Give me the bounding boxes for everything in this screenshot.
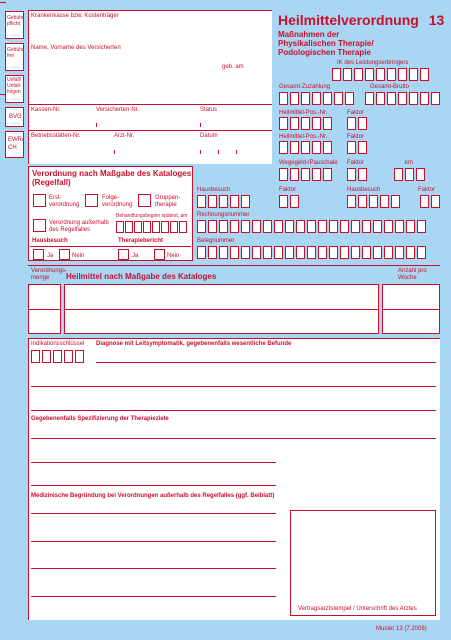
anzahl-pro-woche-label: Anzahl pro Woche xyxy=(398,268,427,281)
hausbesuch-label: Hausbesuch xyxy=(32,238,68,244)
faktor-5-cells[interactable] xyxy=(420,195,440,208)
therapiebericht-nein-label: Nein xyxy=(167,253,180,259)
header-left-line xyxy=(28,10,29,164)
checkbox-erstverordnung[interactable] xyxy=(33,194,46,207)
therapieziele-line-1[interactable] xyxy=(31,438,436,439)
hausbesuch-ja-label: Ja xyxy=(47,253,54,259)
faktor-3-cells[interactable] xyxy=(347,168,367,181)
form-subtitle-3: Podologischen Therapie xyxy=(278,48,371,57)
belegnummer-label: Belegnummer xyxy=(197,238,235,244)
begruendung-label: Medizinische Begründung bei Verordnungen außerhalb des Regelfalles (ggf. Beiblatt) xyxy=(31,493,275,499)
kassen-row-line xyxy=(28,104,272,105)
diagnose-line-1[interactable] xyxy=(96,362,436,363)
indikationsschluessel-label: Indikationsschlüssel xyxy=(31,341,85,347)
name-label: Name, Vorname des Versicherten xyxy=(31,45,121,51)
ik-label: IK des Leistungserbringers xyxy=(337,60,409,66)
heilmittel-pos-1-label: Heilmittel-Pos.-Nr. xyxy=(279,110,328,116)
faktor-5-label: Faktor xyxy=(418,187,436,193)
faktor-4-cells[interactable] xyxy=(279,195,299,208)
gesamt-brutto-cells[interactable] xyxy=(365,92,440,105)
checkbox-hausbesuch-ja[interactable] xyxy=(33,249,44,260)
checkbox-unfall[interactable] xyxy=(5,75,24,103)
registration-mark xyxy=(0,2,6,3)
checkbox-bvg[interactable] xyxy=(5,107,24,127)
begruendung-line-2[interactable] xyxy=(31,541,276,542)
rechnungsnummer-cells[interactable] xyxy=(197,220,426,233)
bvg-label: BVG xyxy=(9,114,22,120)
diagnose-line-2[interactable] xyxy=(31,386,436,387)
krankenkasse-label: Krankenkasse bzw. Kostenträger xyxy=(31,13,119,19)
faktor-1-cells[interactable] xyxy=(347,117,367,130)
erstverordnung-label: Erst- verordnung xyxy=(49,195,80,208)
heilmittel-pos-2-label: Heilmittel-Pos.-Nr. xyxy=(279,134,328,140)
checkbox-folgeverordnung[interactable] xyxy=(85,194,98,207)
diagnose-top-line xyxy=(28,338,440,339)
patient-header-panel xyxy=(28,10,272,164)
faktor-3-label: Faktor xyxy=(347,160,365,166)
faktor-4-label: Faktor xyxy=(279,187,297,193)
gesamt-zuzahlung-cells[interactable] xyxy=(279,92,354,105)
hausbesuch-mid-cells[interactable] xyxy=(197,195,250,208)
checkbox-therapiebericht-ja[interactable] xyxy=(118,249,129,260)
behandlungsbeginn-label: Behandlungsbeginn spätest. am xyxy=(116,213,188,219)
rechnungsnummer-label: Rechnungsnummer xyxy=(197,212,250,218)
ik-cells[interactable] xyxy=(332,68,429,81)
faktor-2-cells[interactable] xyxy=(347,141,367,154)
regelfall-title: Verordnung nach Maßgabe des Kataloges xyxy=(32,169,192,178)
form-footer: Muster 13 (7.2008) xyxy=(376,626,427,632)
checkbox-ausserhalb-regelfall[interactable] xyxy=(33,219,46,232)
gesamt-brutto-label: Gesamt-Brutto xyxy=(370,84,410,90)
betriebs-row-line xyxy=(28,130,272,131)
regelfall-subtitle: (Regelfall) xyxy=(32,178,71,187)
diagnose-left-line xyxy=(28,338,29,620)
hausbesuch-right-cells[interactable] xyxy=(347,195,400,208)
wegegeld-label: Wegegeld-/Pauschale xyxy=(279,160,338,166)
gruppentherapie-label: Gruppen- therapie xyxy=(155,195,181,208)
wegegeld-cells[interactable] xyxy=(279,168,332,181)
faktor-1-label: Faktor xyxy=(347,110,365,116)
faktor-2-label: Faktor xyxy=(347,134,365,140)
form-title xyxy=(278,12,444,28)
ewr-label: EWR/ CH xyxy=(8,137,24,151)
therapiebericht-ja-label: Ja xyxy=(132,253,139,259)
hausbesuch-mid-label: Hausbesuch xyxy=(197,187,231,193)
begruendung-line-1[interactable] xyxy=(31,513,276,514)
therapieziele-line-2[interactable] xyxy=(31,462,276,463)
header-top-line xyxy=(28,10,272,11)
checkbox-gebuehr-pflicht[interactable] xyxy=(5,11,24,39)
behandlungsbeginn-cells[interactable] xyxy=(116,221,187,233)
gebuehr-pflicht-label: Gebühr pflicht xyxy=(7,15,24,27)
begruendung-line-3[interactable] xyxy=(31,568,276,569)
begruendung-line-4[interactable] xyxy=(31,596,276,597)
checkbox-ewr[interactable] xyxy=(5,131,24,158)
indikationsschluessel-cells[interactable] xyxy=(31,350,84,363)
therapieziele-label: Gegebenenfalls Spezifizierung der Therapieziele xyxy=(31,416,169,422)
status-label: Status xyxy=(200,107,218,113)
datum-label: Datum xyxy=(200,133,218,139)
hausbesuch-nein-label: Nein xyxy=(72,253,85,259)
heilmittel-pos-2-cells[interactable] xyxy=(279,141,332,154)
km-cells[interactable] xyxy=(394,168,425,181)
gesamt-zuzahlung-label: Gesamt-Zuzahlung xyxy=(279,84,331,90)
folgeverordnung-label: Folge- verordnung xyxy=(102,195,133,208)
arztstempel-box[interactable] xyxy=(290,510,436,616)
betriebsstaetten-nr-label: Betriebsstätten-Nr. xyxy=(31,133,81,139)
checkbox-therapiebericht-nein[interactable] xyxy=(154,249,165,260)
unfall-label: Unfall/ Unfall- folgen xyxy=(7,77,22,95)
diagnose-line-3[interactable] xyxy=(31,410,436,411)
checkbox-hausbesuch-nein[interactable] xyxy=(59,249,70,260)
form-subtitle-2: Physikalischen Therapie/ xyxy=(278,39,374,48)
gebuehr-frei-label: Gebühr frei xyxy=(7,47,24,59)
form-subtitle-1: Maßnahmen der xyxy=(278,30,340,39)
therapieziele-line-3[interactable] xyxy=(31,485,276,486)
heilmittel-pos-1-cells[interactable] xyxy=(279,117,332,130)
therapiebericht-label: Therapiebericht xyxy=(118,238,164,244)
form-title-main: Heilmittelverordnung xyxy=(278,12,419,28)
arzt-nr-label: Arzt-Nr. xyxy=(114,133,135,139)
checkbox-gebuehr-frei[interactable] xyxy=(5,43,24,71)
kassen-nr-label: Kassen-Nr. xyxy=(31,107,61,113)
km-label: km xyxy=(405,160,413,166)
versicherten-nr-label: Versicherten-Nr. xyxy=(96,107,140,113)
verordnungsmenge-label: Verordnungs- menge xyxy=(31,268,68,281)
form-number: 13 xyxy=(428,12,445,28)
heilmittel-title: Heilmittel nach Maßgabe des Kataloges xyxy=(66,272,217,281)
geb-am-label: geb. am xyxy=(222,64,244,70)
checkbox-gruppentherapie[interactable] xyxy=(138,194,151,207)
arztstempel-label: Vertragsarztstempel / Unterschrift des Arztes xyxy=(298,606,417,612)
ausserhalb-regelfall-label: Verordnung außerhalb des Regelfalles xyxy=(49,220,109,233)
belegnummer-cells[interactable] xyxy=(197,246,426,259)
diagnose-title: Diagnose mit Leitsymptomatik, gegebenenfalls wesentliche Befunde xyxy=(96,341,292,347)
hausbesuch-right-label: Hausbesuch xyxy=(347,187,381,193)
